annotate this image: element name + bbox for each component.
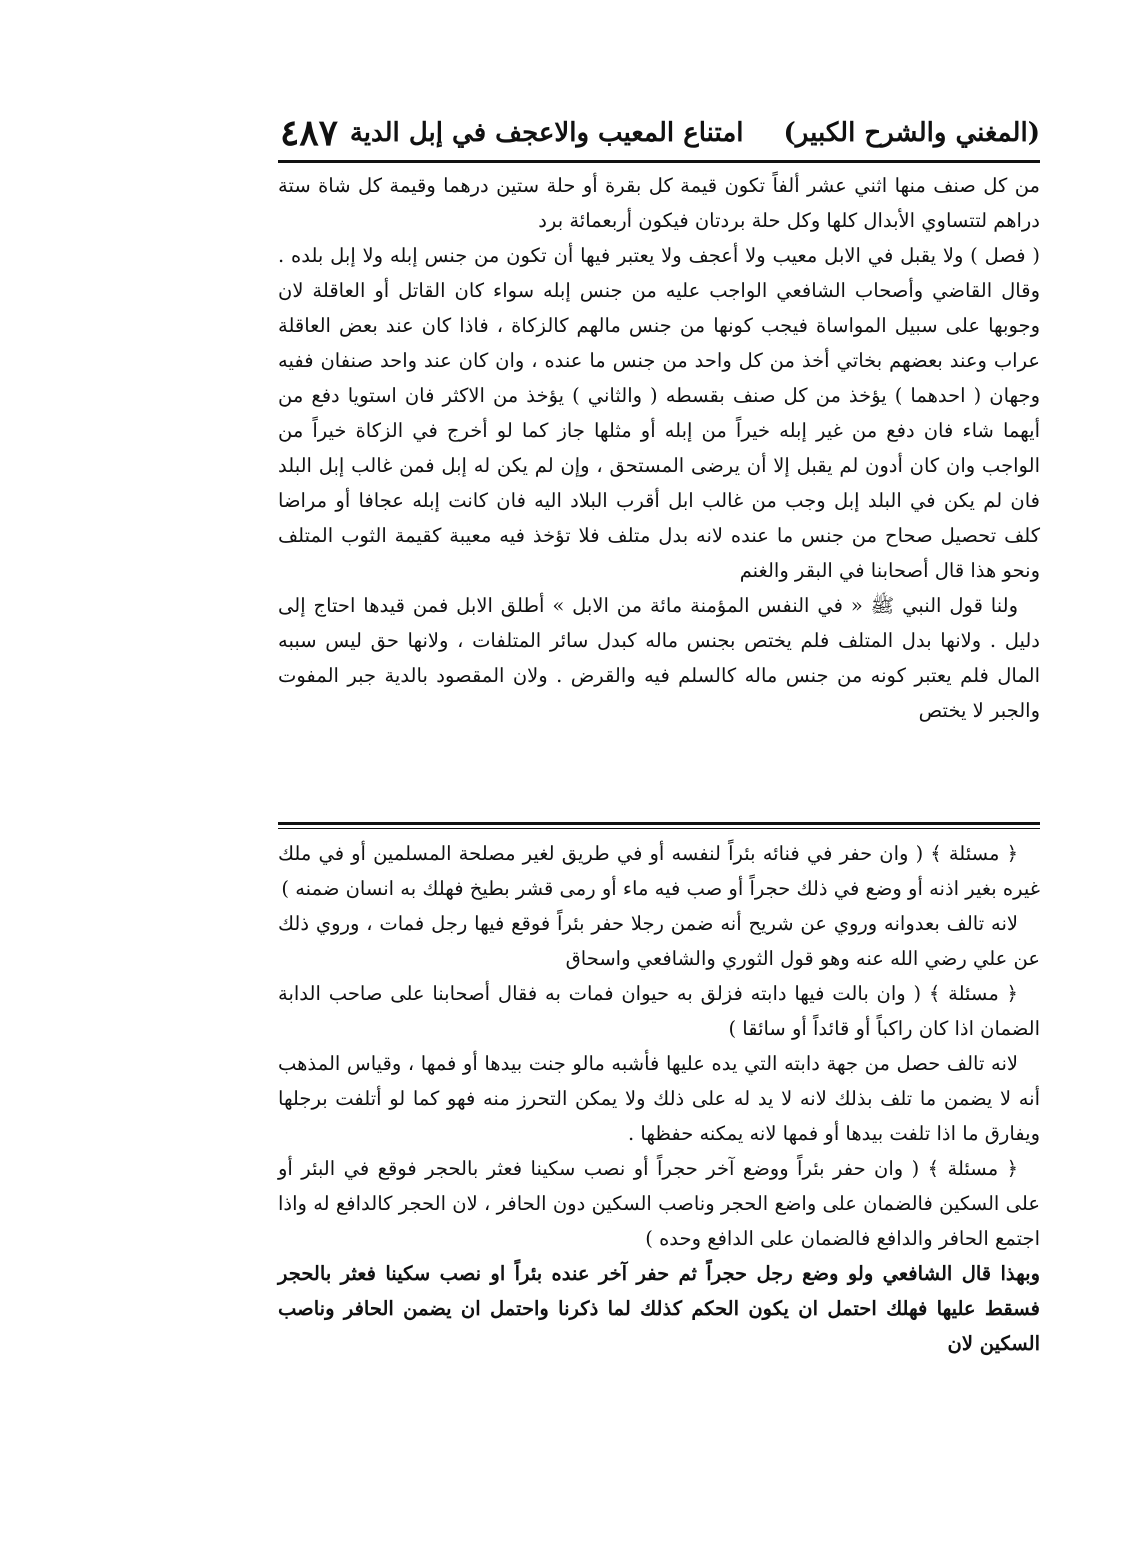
paragraph: من كل صنف منها اثني عشر ألفاً تكون قيمة كل بقرة أو حلة ستين درهما وقيمة كل شاة ستة دراهم لتتساوي الأبدال كلها وكل حلة بردتان فيكون أربعمائة برد bbox=[278, 174, 1040, 232]
page-number: ٤٨٧ bbox=[280, 112, 339, 154]
sharh-section bbox=[278, 836, 1040, 1361]
book-title: (المغني والشرح الكبير) bbox=[783, 118, 1040, 148]
masala-paragraph: ﴿ مسئلة ﴾ ( وان حفر في فنائه بئراً لنفسه أو في طريق لغير مصلحة المسلمين أو في ملك غيره بغير اذنه أو وضع في ذلك حجراً أو صب فيه ماء أو رمى قشر بطيخ فهلك به انسان ضمنه ) bbox=[278, 842, 1040, 900]
paragraph: لانه تالف بعدوانه وروي عن شريح أنه ضمن رجلا حفر بئراً فوقع فيها رجل فمات ، وروي ذلك عن علي رضي الله عنه وهو قول الثوري والشافعي واسحاق bbox=[278, 912, 1040, 970]
masala-paragraph: ﴿ مسئلة ﴾ ( وان حفر بئراً ووضع آخر حجراً أو نصب سكينا فعثر بالحجر فوقع في البئر أو على السكين فالضمان على واضع الحجر وناصب السكين دون الحافر ، لان الحجر كالدافع له واذا اجتمع الحافر والدافع فالضمان على الدافع وحده ) bbox=[278, 1157, 1040, 1250]
paragraph: ( فصل ) ولا يقبل في الابل معيب ولا أعجف ولا يعتبر فيها أن تكون من جنس إبله ولا إبل بلده . وقال القاضي وأصحاب الشافعي الواجب عليه من جنس إبله سواء كان القاتل أو العاقلة لان وجوبها على سبيل المواساة فيجب كونها من جنس مالهم كالزكاة ، فاذا كان عند بعض العاقلة عراب وعند بعضهم بخاتي أخذ من كل واحد من جنس ما عنده ، وان كان عند واحد صنفان ففيه وجهان ( احدهما ) يؤخذ من كل صنف بقسطه ( والثاني ) يؤخذ من الاكثر فان استويا دفع من أيهما شاء فان دفع من غير إبله خيراً من إبله أو مثلها جاز كما لو أخرج في الزكاة خيراً من الواجب وان كان أدون لم يقبل إلا أن يرضى المستحق ، وإن لم يكن له إبل فمن غالب إبل البلد فان لم يكن في البلد إبل وجب من غالب ابل أقرب البلاد اليه فان كانت إبله عجافا أو مراضا كلف تحصيل صحاح من جنس ما عنده لانه بدل متلف فلا تؤخذ فيه معيبة كقيمة الثوب المتلف ونحو هذا قال أصحابنا في البقر والغنم bbox=[278, 244, 1040, 582]
masala-paragraph: ﴿ مسئلة ﴾ ( وان بالت فيها دابته فزلق به حيوان فمات به فقال أصحابنا على صاحب الدابة الضمان اذا كان راكباً أو قائداً أو سائقا ) bbox=[278, 982, 1040, 1040]
section-divider-thin bbox=[278, 828, 1040, 829]
paragraph: وبهذا قال الشافعي ولو وضع رجل حجراً ثم حفر آخر عنده بئراً او نصب سكينا فعثر بالحجر فسقط عليها فهلك احتمل ان يكون الحكم كذلك لما ذكرنا واحتمل ان يضمن الحافر وناصب السكين لان bbox=[278, 1262, 1040, 1355]
paragraph: لانه تالف حصل من جهة دابته التي يده عليها فأشبه مالو جنت بيدها أو فمها ، وقياس المذهب أنه لا يضمن ما تلف بذلك لانه لا يد له على ذلك ولا يمكن التحرز منه فهو كما لو أتلفت برجلها ويفارق ما اذا تلفت بيدها أو فمها لانه يمكنه حفظها . bbox=[278, 1052, 1040, 1145]
header-divider bbox=[278, 160, 1040, 163]
page-header bbox=[280, 108, 1040, 158]
chapter-title: امتناع المعيب والاعجف في إبل الدية bbox=[349, 118, 744, 148]
commentary-section bbox=[278, 168, 1040, 728]
paragraph: ولنا قول النبي ﷺ « في النفس المؤمنة مائة من الابل » أطلق الابل فمن قيدها احتاج إلى دليل . ولانها بدل المتلف فلم يختص بجنس ماله كبدل سائر المتلفات ، ولانها حق ليس سببه المال فلم يعتبر كونه من جنس ماله كالسلم فيه والقرض . ولان المقصود بالدية جبر المفوت والجبر لا يختص bbox=[278, 594, 1040, 722]
section-divider bbox=[278, 822, 1040, 825]
